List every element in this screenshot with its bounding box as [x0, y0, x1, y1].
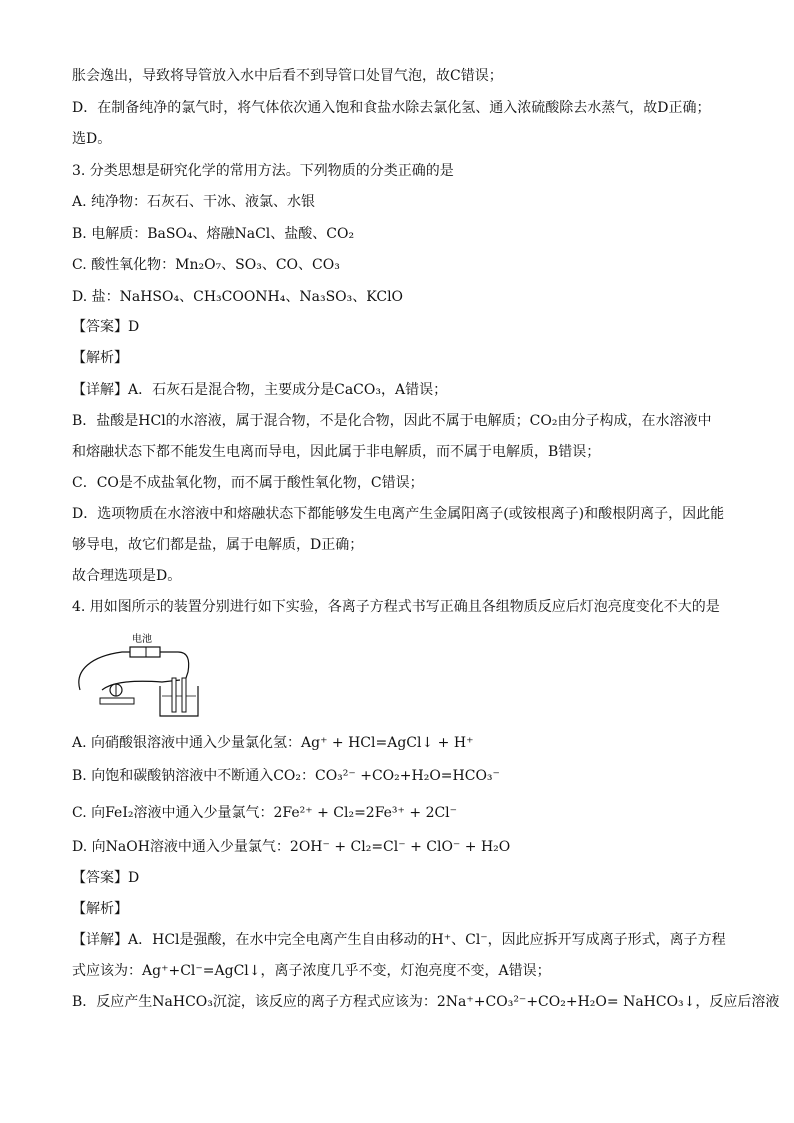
text-line: D．在制备纯净的氯气时，将气体依次通入饱和食盐水除去氯化氢、通入浓硫酸除去水蒸气，故D正确；: [72, 100, 711, 116]
detail-d: D．选项物质在水溶液中和熔融状态下都能够发生电离产生金属阳离子(或铵根离子)和酸根阴离子，因此能: [72, 506, 725, 522]
detail-a: 【详解】A．HCl是强酸，在水中完全电离产生自由移动的H⁺、Cl⁻，因此应拆开写成离子形式，离子方程: [72, 932, 726, 948]
analysis-label: 【解析】: [72, 901, 128, 917]
question-3-stem: 3. 分类思想是研究化学的常用方法。下列物质的分类正确的是: [72, 163, 454, 179]
battery-icon: [130, 647, 160, 657]
option-a: A. 纯净物：石灰石、干冰、液氯、水银: [72, 194, 316, 210]
answer-label: 【答案】D: [72, 319, 140, 335]
option-b: B. 电解质：BaSO₄、熔融NaCl、盐酸、CO₂: [72, 226, 355, 242]
option-d: D. 向NaOH溶液中通入少量氯气：2OH⁻ + Cl₂=Cl⁻ + ClO⁻ + H₂O: [72, 839, 511, 855]
detail-a: 【详解】A．石灰石是混合物，主要成分是CaCO₃，A错误；: [72, 382, 448, 398]
option-c: C. 向FeI₂溶液中通入少量氯气：2Fe²⁺ + Cl₂=2Fe³⁺ + 2Cl⁻: [72, 805, 458, 821]
detail-a-cont: 式应该为：Ag⁺+Cl⁻=AgCl↓，离子浓度几乎不变，灯泡亮度不变，A错误；: [72, 963, 551, 979]
detail-b: B．反应产生NaHCO₃沉淀，该反应的离子方程式应该为：2Na⁺+CO₃²⁻+CO₂+H₂O= NaHCO₃↓，反应后溶液: [72, 994, 780, 1010]
question-4-stem: 4. 用如图所示的装置分别进行如下实验，各离子方程式书写正确且各组物质反应后灯泡亮度变化不大的是: [72, 599, 720, 615]
option-b: B. 向饱和碳酸钠溶液中不断通入CO₂：CO₃²⁻ +CO₂+H₂O=HCO₃⁻: [72, 768, 500, 784]
text-line: 胀会逸出，导致将导管放入水中后看不到导管口处冒气泡，故C错误；: [72, 68, 503, 84]
answer-label: 【答案】D: [72, 870, 140, 886]
option-c: C. 酸性氧化物：Mn₂O₇、SO₃、CO、CO₃: [72, 257, 340, 273]
detail-d-cont: 够导电，故它们都是盐，属于电解质，D正确；: [72, 537, 364, 553]
option-d: D. 盐：NaHSO₄、CH₃COONH₄、Na₃SO₃、KClO: [72, 289, 404, 305]
conclusion: 故合理选项是D。: [72, 568, 182, 584]
detail-b: B．盐酸是HCl的水溶液，属于混合物，不是化合物，因此不属于电解质；CO₂由分子构成，在水溶液中: [72, 413, 712, 429]
battery-label: 电池: [132, 634, 152, 645]
text-line: 选D。: [72, 131, 112, 147]
beaker-icon: [160, 686, 198, 716]
option-a: A. 向硝酸银溶液中通入少量氯化氢：Ag⁺ + HCl=AgCl↓ + H⁺: [72, 735, 474, 751]
detail-b-cont: 和熔融状态下都不能发生电离而导电，因此属于非电解质，而不属于电解质，B错误；: [72, 444, 601, 460]
detail-c: C．CO是不成盐氧化物，而不属于酸性氧化物，C错误；: [72, 475, 424, 491]
analysis-label: 【解析】: [72, 350, 128, 366]
circuit-diagram: [72, 630, 202, 722]
